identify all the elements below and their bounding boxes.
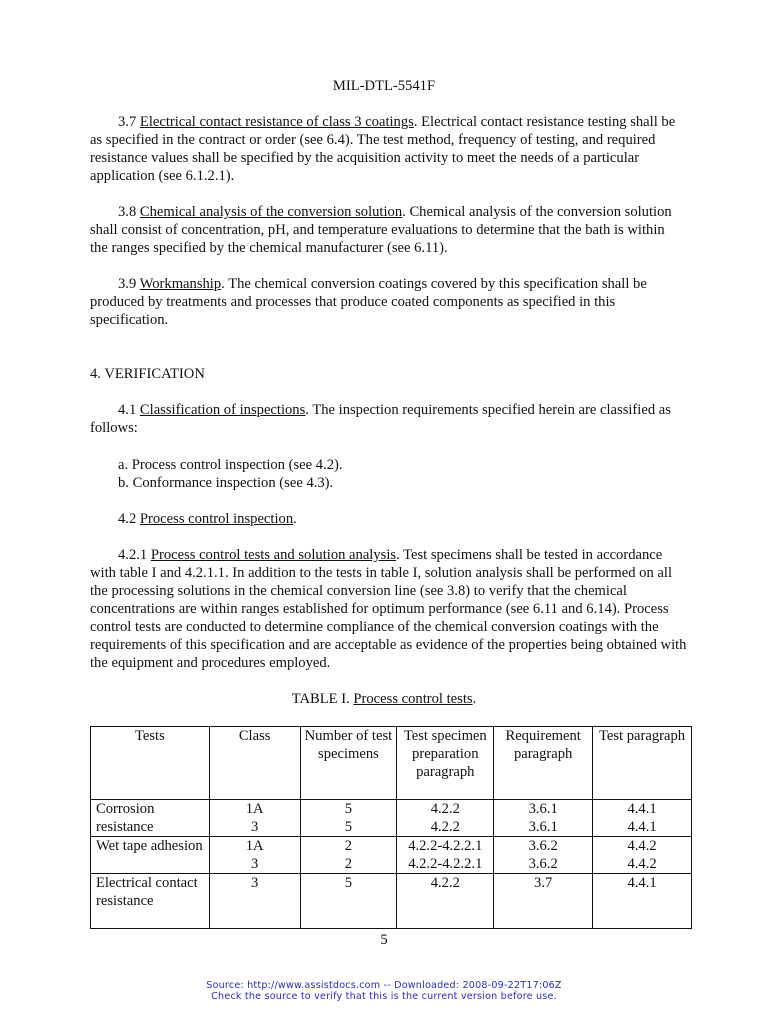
table-cell: 3.7 bbox=[494, 874, 593, 929]
section-text: . Electrical contact resistance testing shall be as specified in the contract or order (see 6.4). The test method, frequency of testing, and required resistance values shall be specified by the acquisition activity to meet the needs of a particular application (see 6.1.2.1). bbox=[90, 114, 676, 184]
table-cell: 4.2.2-4.2.2.1 4.2.2-4.2.2.1 bbox=[397, 837, 494, 874]
section-4-1 bbox=[90, 401, 682, 437]
table-cell: 3.6.1 3.6.1 bbox=[494, 800, 593, 837]
section-number: 3.7 bbox=[118, 114, 137, 130]
table-header-row bbox=[91, 727, 692, 800]
table-cell: 4.4.1 4.4.1 bbox=[593, 800, 692, 837]
section-3-9 bbox=[90, 275, 682, 329]
section-4-2 bbox=[90, 510, 682, 528]
caption-suffix: . bbox=[472, 691, 477, 707]
section-title: Process control tests and solution analysis bbox=[150, 547, 397, 563]
list-item: a. Process control inspection (see 4.2). bbox=[118, 457, 343, 473]
section-4-heading: 4. VERIFICATION bbox=[90, 366, 205, 382]
table-cell: 5 bbox=[300, 874, 397, 929]
table-cell: 4.4.1 bbox=[593, 874, 692, 929]
list-item: b. Conformance inspection (see 4.3). bbox=[118, 475, 334, 491]
section-title: Classification of inspections bbox=[139, 402, 306, 418]
table-cell: 1A 3 bbox=[209, 837, 300, 874]
section-title: Electrical contact resistance of class 3 coatings bbox=[139, 114, 414, 130]
table-row bbox=[91, 874, 692, 929]
table-row bbox=[91, 837, 692, 874]
table-cell: 4.2.2 4.2.2 bbox=[397, 800, 494, 837]
column-header: Requirement paragraph bbox=[494, 727, 593, 800]
table-row bbox=[91, 800, 692, 837]
section-3-7 bbox=[90, 113, 682, 185]
section-number: 3.9 bbox=[118, 276, 137, 292]
section-3-8 bbox=[90, 203, 682, 257]
table-cell: 4.4.2 4.4.2 bbox=[593, 837, 692, 874]
section-text: . Test specimens shall be tested in accordance with table I and 4.2.1.1. In addition to the tests in table I, solution analysis shall be performed on all the processing solutions in the chemical conversion line (see 3.8) to verify that the chemical concentrations are within ranges established for optimum performance (see 6.11 and 6.14). Process control tests are conducted to determine compliance of the chemical conversion coatings with the requirements of this specification and are acceptable as evidence of the properties being obtained with the equipment and procedures employed. bbox=[90, 547, 687, 671]
table-cell: 2 2 bbox=[300, 837, 397, 874]
table-cell: Wet tape adhesion bbox=[91, 837, 210, 874]
source-footer bbox=[0, 980, 768, 1002]
column-header: Test specimen preparation paragraph bbox=[397, 727, 494, 800]
section-number: 4.2 bbox=[118, 511, 137, 527]
footer-source-line: Source: http://www.assistdocs.com -- Downloaded: 2008-09-22T17:06Z bbox=[206, 980, 562, 991]
column-header: Number of test specimens bbox=[300, 727, 397, 800]
section-text: . The inspection requirements specified herein are classified as follows: bbox=[90, 402, 671, 436]
table-cell: 4.2.2 bbox=[397, 874, 494, 929]
table-cell: 3 bbox=[209, 874, 300, 929]
section-title: Process control inspection bbox=[139, 511, 294, 527]
page-number: 5 bbox=[380, 932, 388, 948]
document-header: MIL-DTL-5541F bbox=[332, 78, 436, 94]
section-4-2-1 bbox=[90, 546, 690, 672]
table-cell: Electrical contact resistance bbox=[91, 874, 210, 929]
section-title: Workmanship bbox=[139, 276, 222, 292]
section-number: 4.2.1 bbox=[118, 547, 148, 563]
caption-title: Process control tests bbox=[353, 691, 473, 707]
section-text: . Chemical analysis of the conversion solution shall consist of concentration, pH, and temperature evaluations to determine that the bath is within the ranges specified by the chemical manufacturer (see 6.11). bbox=[90, 204, 672, 256]
table-cell: 3.6.2 3.6.2 bbox=[494, 837, 593, 874]
table-cell: 1A 3 bbox=[209, 800, 300, 837]
column-header: Tests bbox=[91, 727, 210, 800]
table-cell: 5 5 bbox=[300, 800, 397, 837]
footer-check-line: Check the source to verify that this is the current version before use. bbox=[211, 991, 557, 1002]
section-number: 3.8 bbox=[118, 204, 137, 220]
section-text: . The chemical conversion coatings covered by this specification shall be produced by treatments and processes that produce coated components as specified in this specification. bbox=[90, 276, 647, 328]
table-caption bbox=[0, 690, 768, 708]
table-cell: Corrosion resistance bbox=[91, 800, 210, 837]
process-control-table bbox=[90, 726, 692, 929]
column-header: Test paragraph bbox=[593, 727, 692, 800]
column-header: Class bbox=[209, 727, 300, 800]
section-number: 4.1 bbox=[118, 402, 137, 418]
section-text: . bbox=[293, 511, 297, 527]
caption-prefix: TABLE I. bbox=[291, 691, 354, 707]
section-title: Chemical analysis of the conversion solution bbox=[139, 204, 403, 220]
